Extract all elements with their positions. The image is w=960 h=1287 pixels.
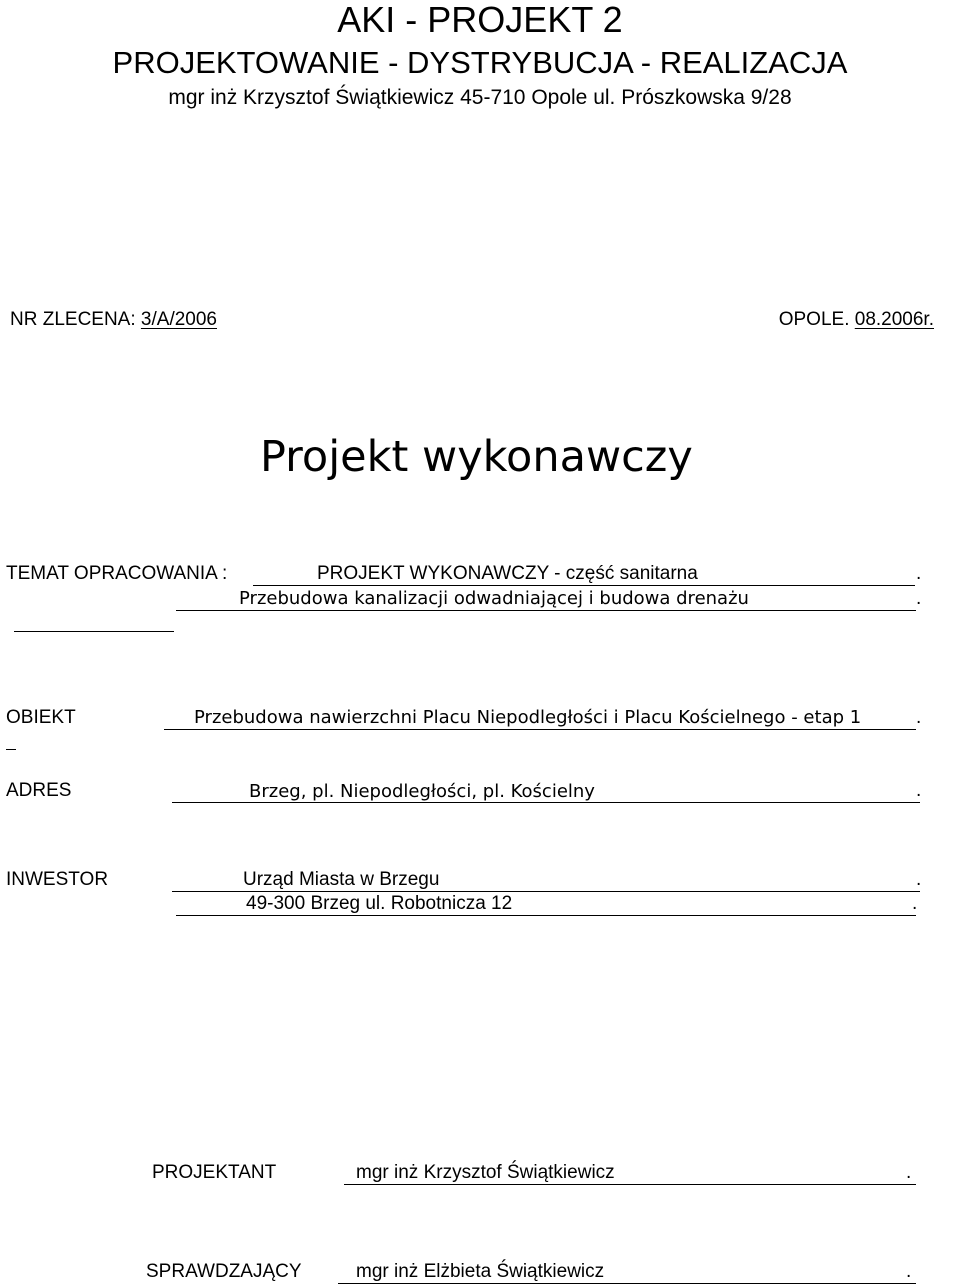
checker-dot: . (906, 1261, 912, 1282)
order-number: 3/A/2006 (140, 309, 217, 330)
order-place: OPOLE. (778, 309, 855, 330)
checker-label: SPRAWDZAJĄCY (146, 1261, 302, 1282)
subject-underline-2 (176, 610, 916, 611)
investor-line-1: Urząd Miasta w Brzegu (243, 869, 440, 890)
company-tagline: PROJEKTOWANIE - DYSTRYBUCJA - REALIZACJA (112, 45, 848, 80)
order-date: 08.2006r. (854, 309, 934, 330)
subject-label: TEMAT OPRACOWANIA : (6, 563, 228, 584)
investor-underline-1 (172, 891, 920, 892)
designer-name: mgr inż Krzysztof Świątkiewicz (356, 1162, 615, 1183)
investor-label: INWESTOR (6, 869, 109, 890)
object-underline-tail (6, 749, 16, 750)
company-address: mgr inż Krzysztof Świątkiewicz 45-710 Opole ul. Prószkowska 9/28 (168, 86, 792, 109)
address-value: Brzeg, pl. Niepodległości, pl. Kościelny (249, 781, 595, 802)
investor-dot-1: . (916, 869, 922, 890)
order-label: NR ZLECENA: (10, 309, 136, 330)
object-underline (164, 729, 916, 730)
investor-underline-2 (176, 915, 916, 916)
subject-line-1: PROJEKT WYKONAWCZY - część sanitarna (317, 563, 698, 584)
object-value: Przebudowa nawierzchni Placu Niepodległości i Placu Kościelnego - etap 1 (194, 707, 862, 728)
designer-underline (344, 1184, 916, 1185)
investor-line-2: 49-300 Brzeg ul. Robotnicza 12 (246, 893, 513, 914)
object-dot: . (916, 707, 922, 728)
subject-underline-3 (14, 631, 174, 632)
address-dot: . (916, 780, 922, 801)
subject-line-2: Przebudowa kanalizacji odwadniającej i budowa drenażu (239, 588, 749, 609)
document-title: Projekt wykonawczy (260, 432, 693, 482)
address-label: ADRES (6, 780, 72, 801)
designer-dot: . (906, 1162, 912, 1183)
checker-underline (338, 1283, 916, 1284)
order-row (10, 309, 217, 331)
subject-dot-1: . (916, 563, 922, 584)
company-name: AKI - PROJEKT 2 (337, 0, 623, 40)
checker-name: mgr inż Elżbieta Świątkiewicz (356, 1261, 605, 1282)
designer-label: PROJEKTANT (152, 1162, 277, 1183)
order-date-row (779, 309, 934, 331)
subject-dot-2: . (916, 588, 922, 609)
subject-underline-1 (253, 585, 915, 586)
object-label: OBIEKT (6, 707, 76, 728)
investor-dot-2: . (912, 893, 918, 914)
